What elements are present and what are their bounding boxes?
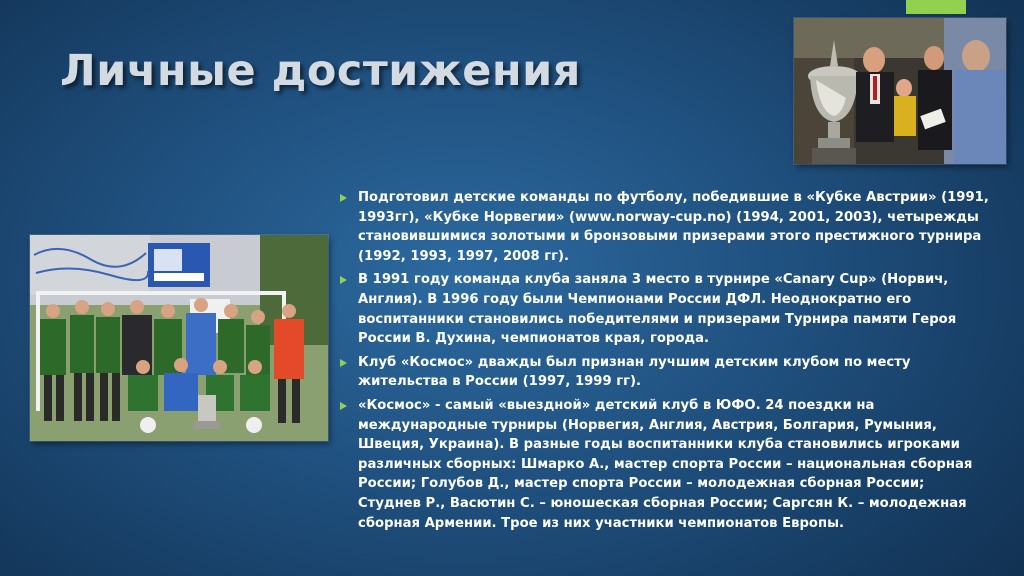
- team-photo: [30, 235, 328, 441]
- list-item: [340, 188, 990, 266]
- bullet-text: В 1991 году команда клуба заняла 3 место в турнире «Canary Cup» (Норвич, Англия). В 1996 году были Чемпионами России ДФЛ. Неоднократно его воспитанники становились победителями и призерами Турнира памяти Героя России В. Духина, чемпионатов края, города.: [358, 272, 957, 347]
- triangle-bullet-icon: [340, 359, 347, 367]
- slide-title: Личные достижения: [60, 46, 581, 96]
- list-item: [340, 353, 990, 392]
- list-item: [340, 270, 990, 348]
- accent-bar: [906, 0, 966, 14]
- triangle-bullet-icon: [340, 402, 347, 410]
- list-item: [340, 396, 990, 533]
- triangle-bullet-icon: [340, 276, 347, 284]
- bullet-text: Подготовил детские команды по футболу, победившие в «Кубке Австрии» (1991, 1993гг), «Кубке Норвегии» (www.norway-cup.no) (1994, 2001, 2003), четырежды становившимися золотыми и бронзовыми призерами этого престижного турнира (1992, 1993, 1997, 2008 гг).: [358, 190, 989, 264]
- achievements-list: [340, 188, 990, 537]
- bullet-text: «Космос» - самый «выездной» детский клуб в ЮФО. 24 поездки на международные турниры (Норвегия, Англия, Австрия, Болгария, Румыния, Швеция, Украина). В разные годы воспитанники клуба становились игроками различных сборных: Шмарко А., мастер спорта России – национальная сборная России; Голубов Д., мастер спорта России – молодежная сборная России; Студнев Р., Васютин С. – юношеская сборная России; Саргсян К. – молодежная сборная Армении. Трое из них участники чемпионатов Европы.: [358, 397, 973, 531]
- trophy-photo: [794, 18, 1006, 164]
- bullet-text: Клуб «Космос» дважды был признан лучшим детским клубом по месту жительства в России (1997, 1999 гг).: [358, 354, 911, 390]
- triangle-bullet-icon: [340, 194, 347, 202]
